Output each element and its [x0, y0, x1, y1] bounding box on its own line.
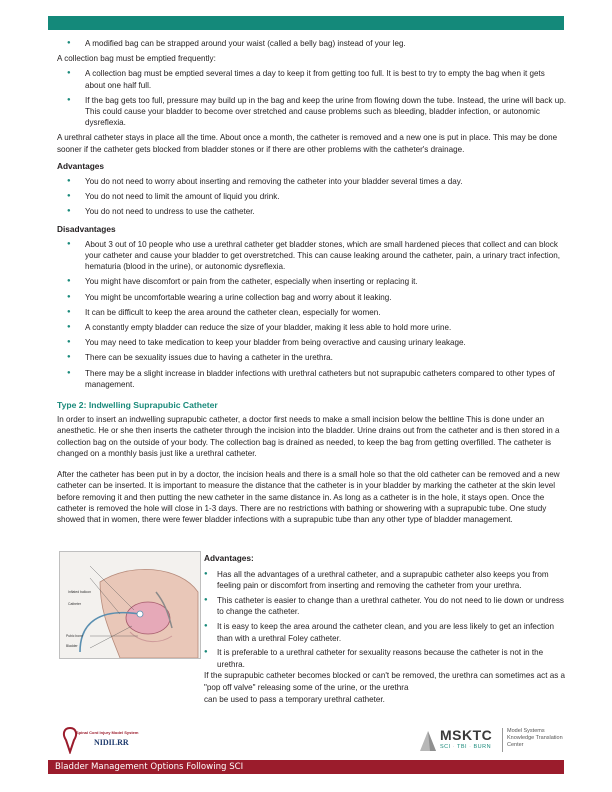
msktc-logo — [418, 726, 578, 756]
msktc-logo-text: MSKTC — [440, 727, 493, 743]
suprapubic-catheter-illustration — [59, 551, 201, 659]
footer-title: Bladder Management Options Following SCI — [55, 762, 244, 772]
list-item: ● Has all the advantages of a urethral catheter, and a suprapubic catheter also keeps you from feeling pain or discomfort from inserting and removing the catheter from your urethra. — [204, 569, 568, 592]
suprapubic-advantages-list — [204, 569, 568, 671]
msktc-sub-item: BURN — [473, 744, 492, 750]
footer-bar — [48, 760, 564, 774]
sci-logo-text: Spinal Cord Injury Model System — [76, 730, 139, 735]
main-content — [57, 38, 567, 529]
advantages-heading: Advantages — [57, 160, 105, 171]
continuation-line: can be used to pass a temporary urethral catheter. — [204, 694, 385, 704]
list-item: ● About 3 out of 10 people who use a urethral catheter get bladder stones, which are small hardened pieces that collect and can block your catheter and cause your bladder to get overstretched. This can cause leaking around the catheter, pain, a urinary tract infection, hematuria (blood in the urine), or autonomic dysreflexia. — [57, 239, 567, 273]
list-item: ● You might have discomfort or pain from the catheter, especially when inserting or replacing it. — [57, 276, 567, 287]
list-item: ● It is preferable to a urethral catheter for sexuality reasons because the catheter is not in the urethra. — [204, 647, 568, 670]
list-item: ● There may be a slight increase in bladder infections with urethral catheters but not suprapubic catheters compared to other types of management. — [57, 368, 567, 390]
list-item: ● If the bag gets too full, pressure may build up in the bag and keep the urine from flowing down the tube. Instead, the urine will back up. This could cause your bladder to become over stretched and cause problems such as bleeding, bladder infection, or autonomic dysreflexia. — [57, 95, 567, 129]
paragraph: In order to insert an indwelling suprapubic catheter, a doctor first needs to make a small incision below the beltline This is done under an anesthetic. He or she then inserts the catheter through the incision into the bladder. Urine drains out from the catheter and is then stored in a collection bag on the outside of your body. The collection bag is drained as needed, to keep the bag from getting overfilled. The catheter is changed on a monthly basis just like a urethral catheter. — [57, 415, 560, 458]
list-item: ● You may need to take medication to keep your bladder from being overactive and causing urinary leakage. — [57, 337, 567, 348]
msktc-subtitle: SCI · TBI · BURN — [440, 744, 492, 750]
sci-model-system-logo — [60, 726, 150, 756]
msktc-mark-icon — [418, 729, 438, 753]
disadvantages-heading: Disadvantages — [57, 223, 116, 234]
msktc-side-line: Model Systems — [507, 728, 545, 734]
msktc-side-text — [507, 728, 563, 749]
figure-label: Inflated balloon — [68, 590, 91, 594]
list-item: ● It can be difficult to keep the area around the catheter clean, especially for women. — [57, 307, 567, 318]
list-item: ● A collection bag must be emptied several times a day to keep it from getting too full. It is best to try to empty the bag when it gets about one half full. — [57, 68, 567, 90]
continuation-line: "pop off valve" releasing some of the urine, or the urethra — [204, 682, 409, 692]
list-item: ● You do not need to worry about inserting and removing the catheter into your bladder several times a day. — [57, 176, 567, 187]
list-item: ● A modified bag can be strapped around your waist (called a belly bag) instead of your leg. — [57, 38, 567, 49]
header-bar — [48, 16, 564, 30]
continuation-line: If the suprapubic catheter becomes blocked or can't be removed, the urethra can sometimes act as a — [204, 671, 566, 681]
footer-logos — [0, 720, 612, 760]
nidilrr-logo-text: NIDILRR — [94, 738, 129, 747]
msktc-side-line: Center — [507, 742, 524, 748]
figure-label: Bladder — [66, 644, 78, 648]
list-item: ● There can be sexuality issues due to having a catheter in the urethra. — [57, 352, 567, 363]
suprapubic-advantages — [204, 553, 568, 705]
list-item: ● You do not need to undress to use the catheter. — [57, 206, 567, 217]
msktc-side-line: Knowledge Translation — [507, 735, 563, 741]
emptying-list — [57, 68, 567, 128]
paragraph: A urethral catheter stays in place all the time. About once a month, the catheter is removed and a new one is put in place. This may be done sooner if the catheter gets blocked from bladder stones or if there are other problems with the catheter's drainage. — [57, 133, 558, 154]
figure-label: Catheter — [68, 602, 82, 606]
type2-heading: Type 2: Indwelling Suprapubic Catheter — [57, 400, 218, 411]
msktc-sub-item: TBI — [456, 744, 468, 750]
divider — [502, 728, 503, 752]
paragraph: A collection bag must be emptied frequently: — [57, 54, 216, 64]
advantages-heading: Advantages: — [204, 553, 254, 563]
paragraph: After the catheter has been put in by a doctor, the incision heals and there is a small hole so that the old catheter can be removed and a new catheter can be inserted. It is important to measure the distance that the catheter is in your bladder by marking the catheter at the skin level before removing it and then putting the new catheter in the same distance in. As long as a catheter is in the hole, it stays open. Once the catheter is removed the hole will close in 1-3 days. There are no restrictions with bathing or showering with a suprapubic tube. One study showed that in women, there were fewer bladder infections with a suprapubic tube than any other type of bladder management. — [57, 470, 560, 524]
list-item: ● You might be uncomfortable wearing a urine collection bag and worry about it leaking. — [57, 292, 567, 303]
figure-label: Pubic bone — [66, 634, 83, 638]
list-item: ● You do not need to limit the amount of liquid you drink. — [57, 191, 567, 202]
list-item: ● This catheter is easier to change than a urethral catheter. You do not need to lie down or undress to change the catheter. — [204, 595, 568, 618]
disadvantages-list — [57, 239, 567, 390]
belly-bag-list — [57, 38, 567, 49]
list-item: ● A constantly empty bladder can reduce the size of your bladder, making it less able to hold more urine. — [57, 322, 567, 333]
advantages-list — [57, 176, 567, 218]
list-item: ● It is easy to keep the area around the catheter clean, and you are less likely to get an infection than with a urethral Foley catheter. — [204, 621, 568, 644]
msktc-sub-item: SCI — [440, 744, 451, 750]
